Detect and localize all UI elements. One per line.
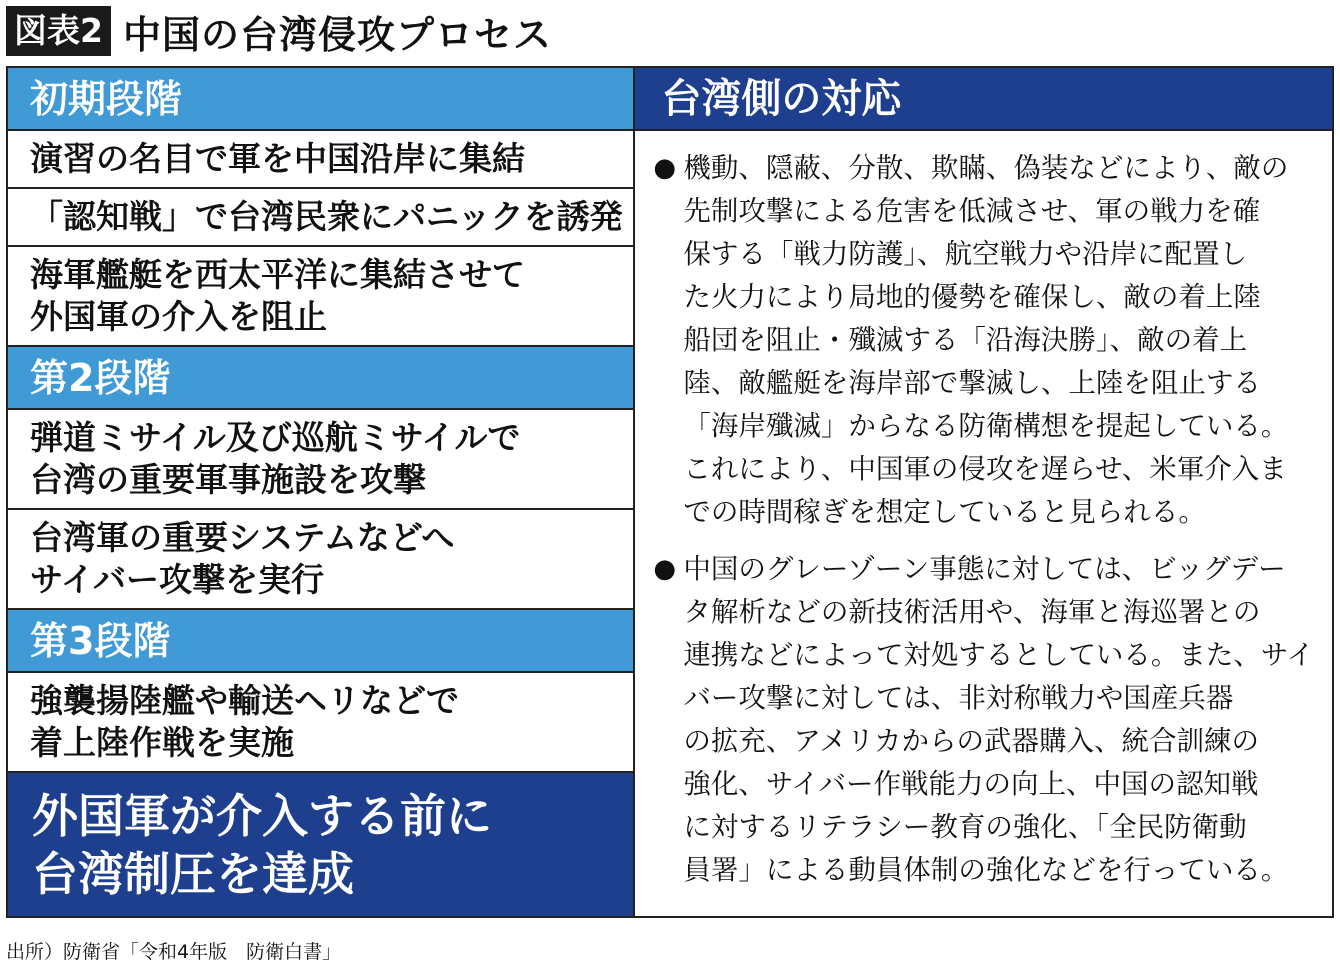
item-line: サイバー攻撃を実行 bbox=[30, 560, 325, 599]
paragraph-line: タ解析などの新技術活用や、海軍と海巡署との bbox=[683, 596, 1261, 628]
item-line: 強襲揚陸艦や輸送ヘリなどで bbox=[30, 681, 459, 720]
paragraph-line: での時間稼ぎを想定していると見られる。 bbox=[683, 496, 1206, 528]
item-line: 着上陸作戦を実施 bbox=[30, 723, 294, 762]
paragraph-line: 中国のグレーゾーン事態に対しては、ビッグデー bbox=[683, 553, 1286, 585]
source-note: 出所）防衛省「令和4年版 防衛白書」 bbox=[6, 941, 342, 963]
stage-3-item-1 bbox=[8, 673, 633, 773]
stage-2-item-2 bbox=[8, 510, 633, 610]
item-line: 「認知戦」で台湾民衆にパニックを誘発 bbox=[30, 197, 623, 236]
goal-line: 外国軍が介入する前に bbox=[32, 788, 492, 843]
goal-box bbox=[8, 773, 633, 916]
stage-1-item-2 bbox=[8, 189, 633, 247]
goal-line: 台湾制圧を達成 bbox=[32, 846, 354, 901]
item-line: 台湾軍の重要システムなどへ bbox=[30, 518, 455, 557]
item-line: 台湾の重要軍事施設を攻撃 bbox=[30, 460, 426, 499]
process-table bbox=[6, 66, 1334, 918]
paragraph-line: 陸、敵艦艇を海岸部で撃滅し、上陸を阻止する bbox=[683, 367, 1261, 399]
stage-1-item-3 bbox=[8, 247, 633, 347]
paragraph-line: 「海岸殲滅」からなる防衛構想を提起している。 bbox=[683, 410, 1289, 442]
figure-title: 中国の台湾侵攻プロセス bbox=[122, 12, 552, 57]
invasion-process-column bbox=[8, 68, 635, 916]
paragraph-line: 強化、サイバー作戦能力の向上、中国の認知戦 bbox=[683, 768, 1259, 800]
response-body bbox=[635, 131, 1332, 892]
bullet-icon: ● bbox=[653, 153, 677, 183]
response-paragraph-2 bbox=[653, 548, 1314, 892]
response-paragraph-1 bbox=[653, 147, 1314, 534]
item-line: 外国軍の介入を阻止 bbox=[30, 297, 327, 336]
paragraph-line: 保する「戦力防護」、航空戦力や沿岸に配置し bbox=[683, 238, 1248, 270]
response-heading: 台湾側の対応 bbox=[635, 68, 1332, 131]
stage-1-item-1 bbox=[8, 131, 633, 189]
paragraph-line: これにより、中国軍の侵攻を遅らせ、米軍介入ま bbox=[683, 453, 1287, 485]
stage-3-header: 第3段階 bbox=[8, 610, 633, 673]
paragraph-line: の拡充、アメリカからの武器購入、統合訓練の bbox=[683, 725, 1259, 757]
paragraph-line: バー攻撃に対しては、非対称戦力や国産兵器 bbox=[683, 682, 1234, 714]
item-line: 演習の名目で軍を中国沿岸に集結 bbox=[30, 139, 525, 178]
taiwan-response-column bbox=[635, 68, 1332, 916]
bullet-icon: ● bbox=[653, 554, 677, 584]
paragraph-line: 先制攻撃による危害を低減させ、軍の戦力を確 bbox=[683, 195, 1261, 227]
paragraph-line: た火力により局地的優勢を確保し、敵の着上陸 bbox=[683, 281, 1261, 313]
stage-2-item-1 bbox=[8, 410, 633, 510]
stage-1-header: 初期段階 bbox=[8, 68, 633, 131]
paragraph-line: 員署」による動員体制の強化などを行っている。 bbox=[683, 854, 1289, 886]
item-line: 弾道ミサイル及び巡航ミサイルで bbox=[30, 418, 521, 457]
item-line: 海軍艦艇を西太平洋に集結させて bbox=[30, 255, 525, 294]
figure-number-badge: 図表2 bbox=[6, 6, 111, 56]
paragraph-line: 船団を阻止・殲滅する「沿海決勝」、敵の着上 bbox=[683, 324, 1248, 356]
paragraph-line: 連携などによって対処するとしている。また、サイ bbox=[683, 639, 1314, 671]
figure-title-row bbox=[6, 6, 552, 56]
paragraph-line: 機動、隠蔽、分散、欺瞞、偽装などにより、敵の bbox=[683, 152, 1289, 184]
paragraph-line: に対するリテラシー教育の強化、「全民防衛動 bbox=[683, 811, 1247, 843]
stage-2-header: 第2段階 bbox=[8, 347, 633, 410]
